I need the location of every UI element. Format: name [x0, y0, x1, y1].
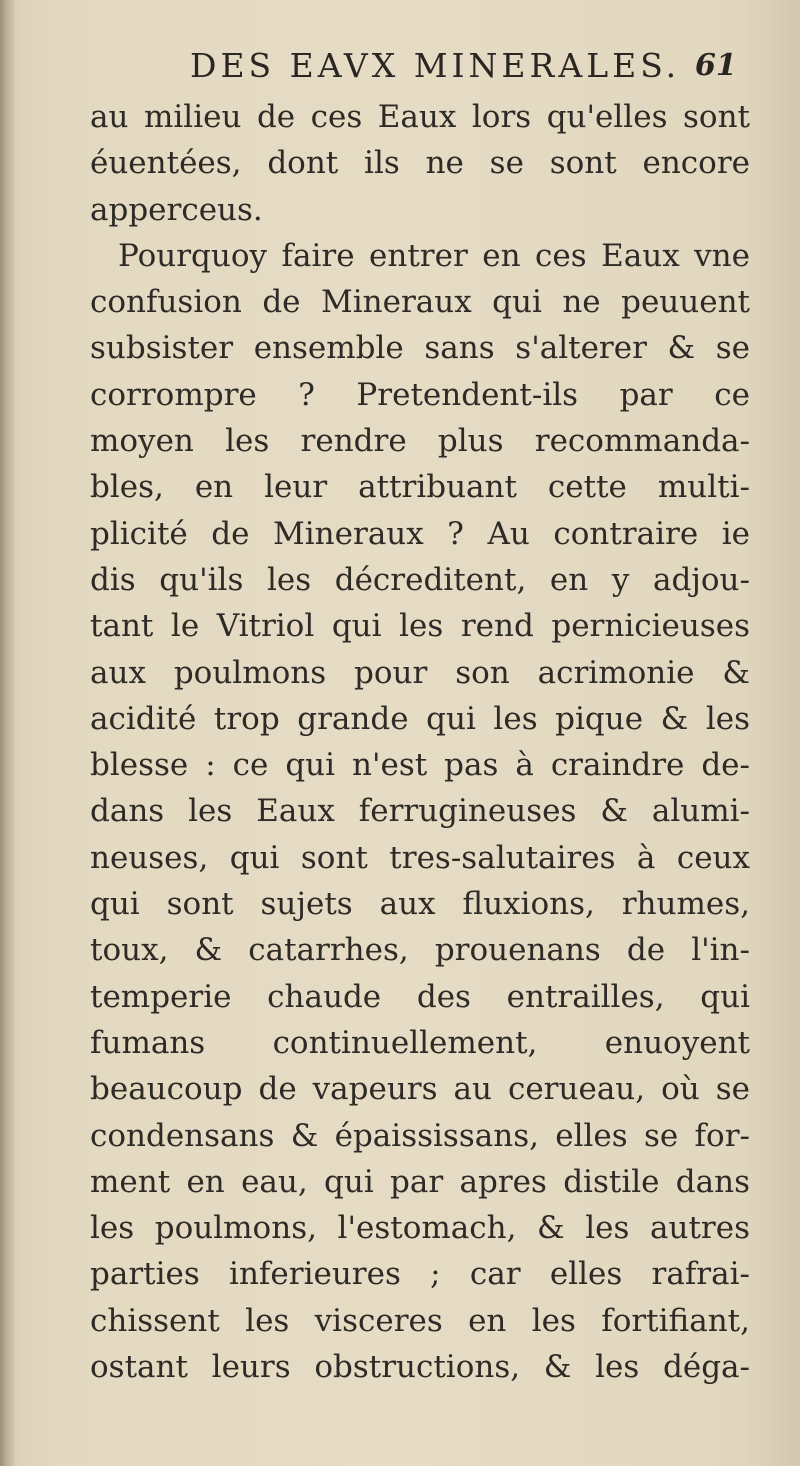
text-line: subsister ensemble sans s'alterer & se — [90, 330, 750, 367]
text-line: toux, & catarrhes, prouenans de l'in- — [90, 932, 750, 969]
text-line: bles, en leur attribuant cette multi- — [90, 469, 750, 506]
text-line: acidité trop grande qui les pique & les — [90, 700, 750, 737]
body-text — [90, 94, 750, 1394]
text-line: Pourquoy faire entrer en ces Eaux vne — [118, 237, 750, 274]
text-line: aux poulmons pour son acrimonie & — [90, 654, 750, 691]
text-line: neuses, qui sont tres-salutaires à ceux — [90, 839, 750, 876]
text-line: corrompre ? Pretendent-ils par ce — [90, 376, 750, 413]
running-title: DES EAVX MINERALES. — [190, 46, 681, 85]
text-line: au milieu de ces Eaux lors qu'elles sont — [90, 99, 750, 135]
text-line: ment en eau, qui par apres distile dans — [90, 1163, 750, 1200]
page-number: 61 — [695, 48, 737, 83]
text-line: les poulmons, l'estomach, & les autres — [90, 1210, 750, 1247]
text-line: confusion de Mineraux qui ne peuuent — [90, 284, 750, 321]
text-line: parties inferieures ; car elles rafrai- — [90, 1256, 750, 1293]
text-line: chissent les visceres en les fortifiant, — [90, 1302, 750, 1339]
text-line: beaucoup de vapeurs au cerueau, où se — [90, 1071, 750, 1108]
text-line: blesse : ce qui n'est pas à craindre de- — [90, 747, 750, 784]
text-line: dis qu'ils les décreditent, en y adjou- — [90, 561, 750, 598]
text-line: temperie chaude des entrailles, qui — [90, 978, 750, 1015]
text-line: tant le Vitriol qui les rend pernicieuses — [90, 608, 750, 645]
text-line: éuentées, dont ils ne se sont encore — [90, 145, 750, 182]
text-line: plicité de Mineraux ? Au contraire ie — [90, 515, 750, 552]
text-line: fumans continuellement, enuoyent — [90, 1024, 750, 1061]
text-line: dans les Eaux ferrugineuses & alumi- — [90, 793, 750, 830]
text-line: moyen les rendre plus recommanda- — [90, 423, 750, 460]
text-line: ostant leurs obstructions, & les déga- — [90, 1349, 750, 1386]
text-line: apperceus. — [90, 191, 263, 228]
text-line: qui sont sujets aux fluxions, rhumes, — [90, 886, 750, 923]
page-header — [190, 42, 790, 92]
text-line: condensans & épaississans, elles se for- — [90, 1117, 750, 1154]
page-gutter — [0, 0, 14, 1466]
